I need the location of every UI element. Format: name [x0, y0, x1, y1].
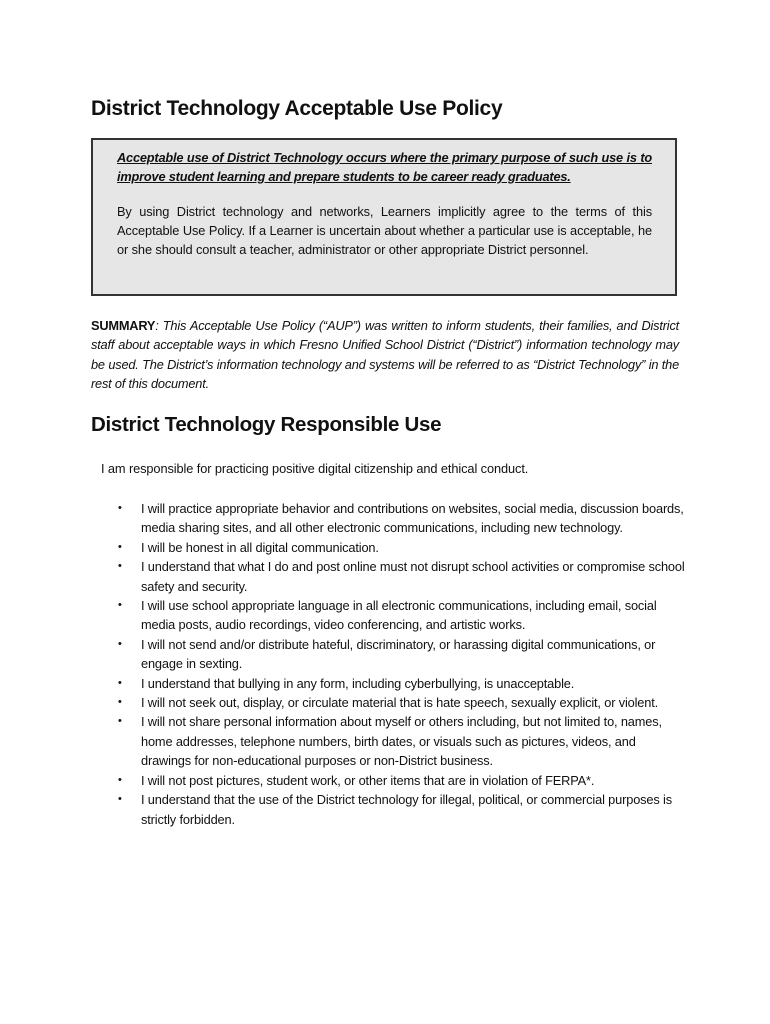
list-item-text: I will not seek out, display, or circulate material that is hate speech, sexually explicit, or violent.	[141, 695, 659, 711]
bullet-icon: •	[118, 793, 122, 806]
list-item	[118, 712, 686, 770]
list-item	[118, 790, 686, 829]
list-item-text: I will practice appropriate behavior and contributions on websites, social media, discussion boards, media sharing sites, and all other electronic communications, including new technology.	[141, 501, 684, 536]
policy-lead-statement: Acceptable use of District Technology occurs where the primary purpose of such use is to improve student learning and prepare students to be career ready graduates.	[117, 150, 652, 184]
bullet-icon: •	[118, 773, 122, 786]
list-item	[118, 557, 686, 596]
list-item-text: I understand that the use of the District technology for illegal, political, or commercial purposes is strictly forbidden.	[141, 792, 672, 827]
summary-paragraph	[91, 316, 679, 394]
policy-agreement-text: By using District technology and networks, Learners implicitly agree to the terms of this Acceptable Use Policy. If a Learner is uncertain about whether a particular use is acceptable, he or she should consult a teacher, administrator or other appropriate District personnel.	[117, 204, 652, 257]
section-heading: District Technology Responsible Use	[91, 413, 442, 436]
list-item-text: I understand that what I do and post online must not disrupt school activities or compromise school safety and security.	[141, 559, 685, 594]
responsible-use-list	[118, 499, 686, 829]
bullet-icon: •	[118, 676, 122, 689]
list-item	[118, 674, 686, 693]
bullet-icon: •	[118, 637, 122, 650]
summary-text: : This Acceptable Use Policy (“AUP”) was written to inform students, their families, and District staff about acceptable ways in which Fresno Unified School District (“District”) information technology may be used. The District’s information technology and systems will be referred to as “District Technology” in the rest of this document.	[91, 318, 679, 392]
list-item-text: I will not send and/or distribute hateful, discriminatory, or harassing digital communications, or engage in sexting.	[141, 636, 656, 672]
list-item-text: I will be honest in all digital communication.	[141, 539, 379, 555]
list-item-text: I understand that bullying in any form, including cyberbullying, is unacceptable.	[141, 675, 575, 691]
list-item-text: I will not post pictures, student work, or other items that are in violation of FERPA*.	[141, 772, 595, 788]
bullet-icon: •	[118, 502, 122, 514]
bullet-icon: •	[118, 560, 122, 573]
bullet-icon: •	[118, 696, 122, 709]
bullet-icon: •	[118, 599, 122, 612]
bullet-icon: •	[118, 540, 122, 553]
list-item-text: I will use school appropriate language in all electronic communications, including email, social media posts, audio recordings, video conferencing, and artistic works.	[141, 598, 657, 633]
summary-label: SUMMARY	[91, 318, 156, 333]
list-item	[118, 635, 686, 674]
list-item	[118, 596, 686, 635]
policy-callout-box	[91, 138, 677, 296]
list-item	[118, 538, 686, 557]
list-item	[118, 499, 686, 538]
document-title: District Technology Acceptable Use Policy	[91, 97, 503, 120]
list-item-text: I will not share personal information about myself or others including, but not limited to, names, home addresses, telephone numbers, birth dates, or visuals such as pictures, videos, and drawings for non-educational purposes or non-District business.	[141, 714, 662, 769]
list-item	[118, 771, 686, 790]
list-item	[118, 693, 686, 712]
bullet-icon: •	[118, 715, 122, 728]
responsibility-intro: I am responsible for practicing positive digital citizenship and ethical conduct.	[101, 461, 529, 476]
